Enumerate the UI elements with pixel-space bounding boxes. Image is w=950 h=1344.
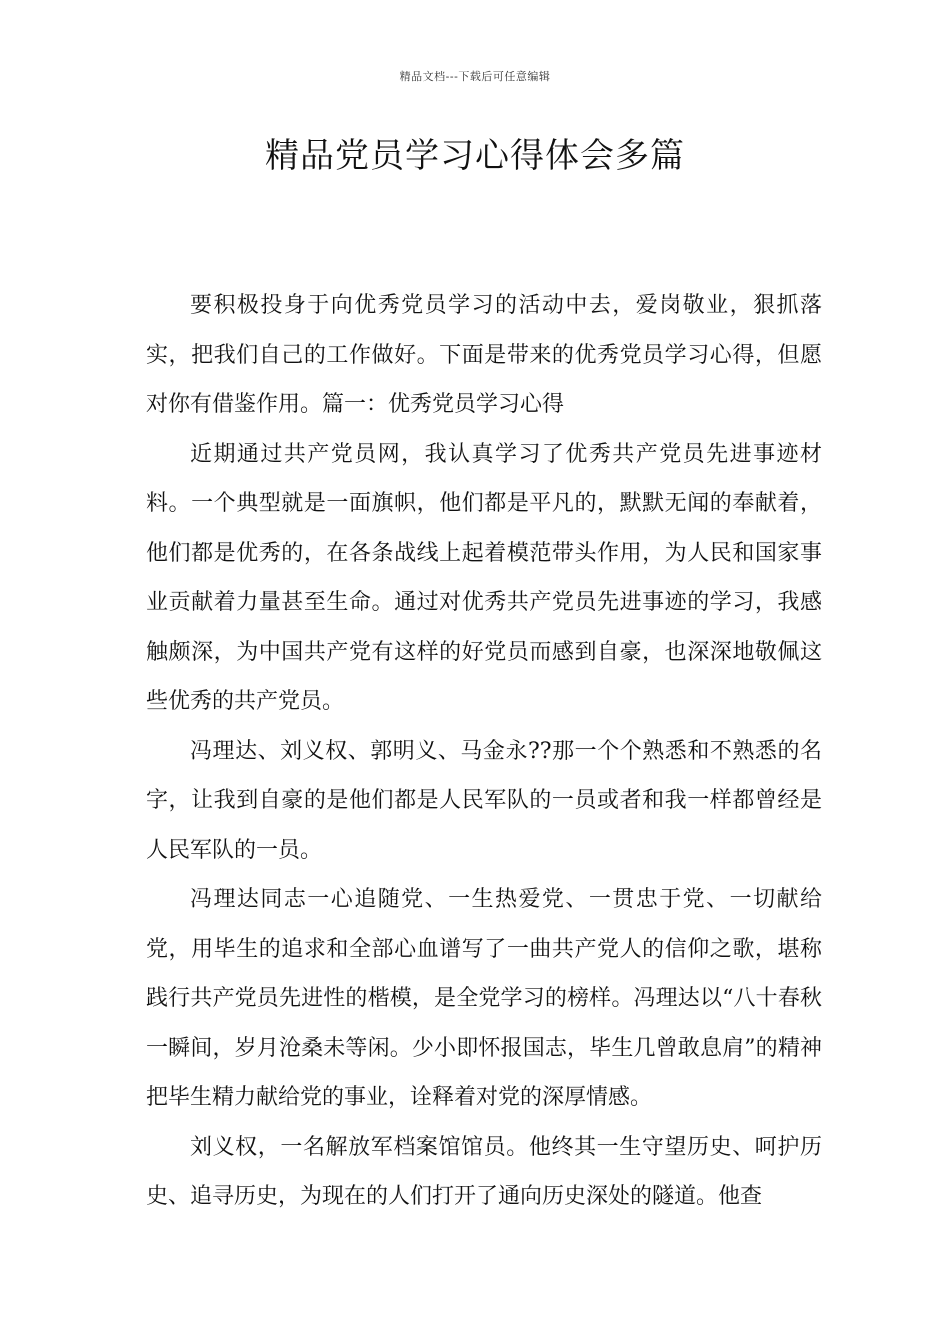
document-title: 精品党员学习心得体会多篇 — [265, 136, 685, 176]
paragraph: 冯理达同志一心追随党、一生热爱党、一贯忠于党、一切献给党，用毕生的追求和全部心血谱写了一曲共产党人的信仰之歌，堪称践行共产党员先进性的楷模，是全党学习的榜样。冯理达以“八十春秋一瞬间，岁月沧桑未等闲。少小即怀报国志，毕生几曾敢息肩”的精神把毕生精力献给党的事业，诠释着对党的深厚情感。 — [146, 887, 822, 1110]
document-body — [146, 281, 822, 1222]
paragraph: 刘义权，一名解放军档案馆馆员。他终其一生守望历史、呵护历史、追寻历史，为现在的人们打开了通向历史深处的隧道。他查 — [146, 1134, 822, 1209]
paragraph: 冯理达、刘义权、郭明义、马金永??那一个个熟悉和不熟悉的名字，让我到自豪的是他们都是人民军队的一员或者和我一样都曾经是人民军队的一员。 — [146, 738, 822, 863]
paragraph: 近期通过共产党员网，我认真学习了优秀共产党员先进事迹材料。一个典型就是一面旗帜，他们都是平凡的，默默无闻的奉献着，他们都是优秀的，在各条战线上起着模范带头作用，为人民和国家事业贡献着力量甚至生命。通过对优秀共产党员先进事迹的学习，我感触颇深，为中国共产党有这样的好党员而感到自豪，也深深地敬佩这些优秀的共产党员。 — [146, 441, 822, 714]
paragraph: 要积极投身于向优秀党员学习的活动中去，爱岗敬业，狠抓落实，把我们自己的工作做好。下面是带来的优秀党员学习心得，但愿对你有借鉴作用。篇一：优秀党员学习心得 — [146, 293, 822, 417]
header-note: 精品文档---下载后可任意编辑 — [399, 70, 551, 83]
